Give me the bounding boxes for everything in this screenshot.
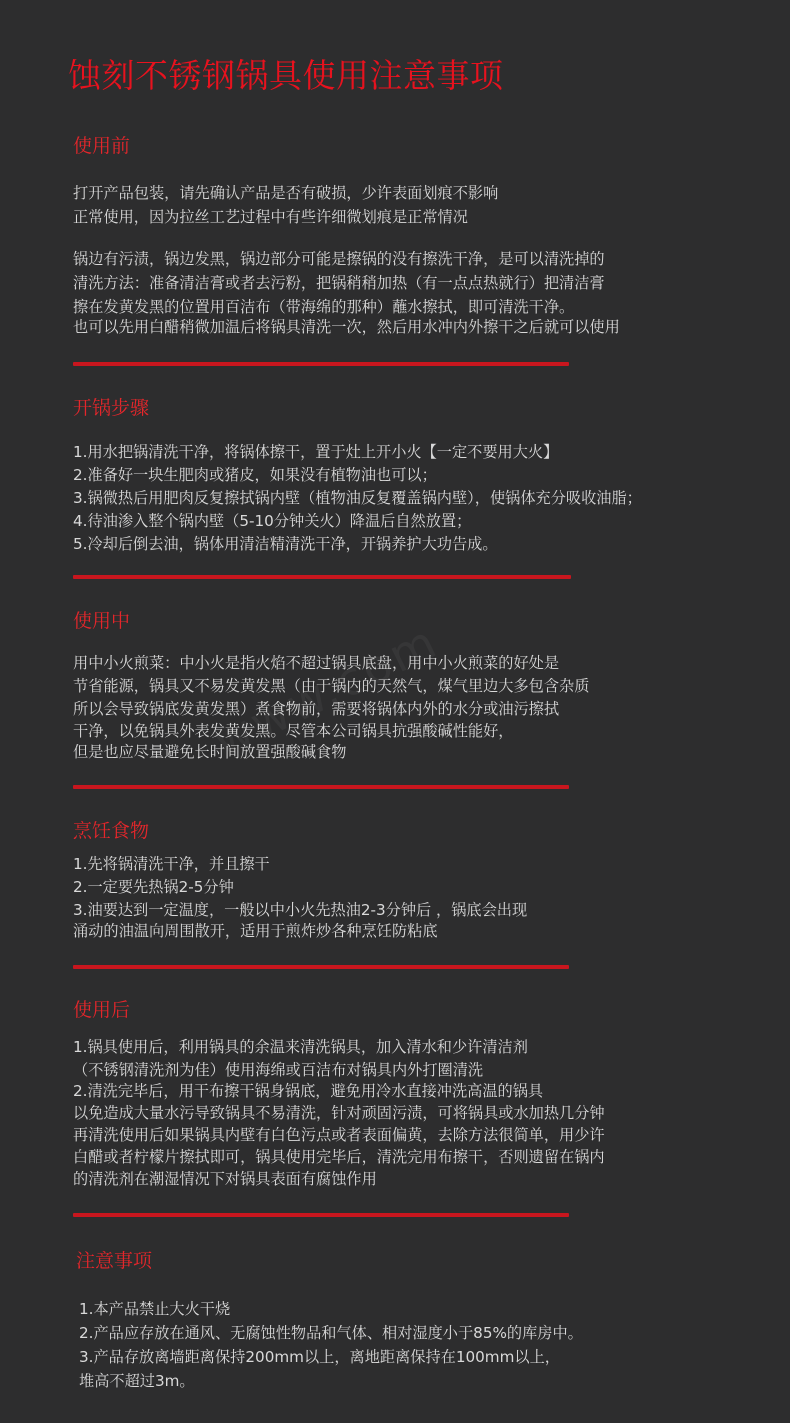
before-use-line-6: 也可以先用白醋稍微加温后将锅具清洗一次，然后用水冲内外擦干之后就可以使用 — [73, 318, 620, 336]
before-use-line-1: 打开产品包装，请先确认产品是否有破损，少许表面划痕不影响 — [73, 184, 499, 202]
section-heading-seasoning: 开锅步骤 — [73, 397, 150, 419]
section-heading-cooking: 烹饪食物 — [73, 820, 150, 842]
section-heading-after-use: 使用后 — [73, 999, 131, 1021]
after-use-line-5: 再清洗使用后如果锅具内壁有白色污点或者表面偏黄，去除方法很简单，用少许 — [73, 1126, 605, 1144]
after-use-line-2: （不锈钢清洗剂为佳）使用海绵或百洁布对锅具内外打圈清洗 — [73, 1061, 484, 1079]
section-divider — [73, 1213, 569, 1217]
before-use-line-5: 擦在发黄发黑的位置用百洁布（带海绵的那种）蘸水擦拭，即可清洗干净。 — [73, 298, 575, 316]
notes-line-2: 2.产品应存放在通风、无腐蚀性物品和气体、相对湿度小于85%的库房中。 — [79, 1324, 583, 1342]
page-title: 蚀刻不锈钢锅具使用注意事项 — [68, 56, 504, 95]
notes-line-1: 1.本产品禁止大火干烧 — [79, 1300, 231, 1318]
cooking-line-1: 1.先将锅清洗干净，并且擦干 — [73, 855, 270, 873]
before-use-line-3: 锅边有污渍，锅边发黑，锅边部分可能是擦锅的没有擦洗干净，是可以清洗掉的 — [73, 250, 605, 268]
seasoning-step-3: 3.锅微热后用肥肉反复擦拭锅内壁（植物油反复覆盖锅内壁），使锅体充分吸收油脂； — [73, 489, 642, 507]
during-use-line-5: 但是也应尽量避免长时间放置强酸碱食物 — [73, 743, 347, 761]
during-use-line-4: 干净，以免锅具外表发黄发黑。尽管本公司锅具抗强酸碱性能好， — [73, 722, 514, 740]
after-use-line-7: 的清洗剂在潮湿情况下对锅具表面有腐蚀作用 — [73, 1170, 377, 1188]
section-heading-before-use: 使用前 — [73, 135, 131, 157]
before-use-line-2: 正常使用，因为拉丝工艺过程中有些许细微划痕是正常情况 — [73, 208, 468, 226]
after-use-line-3: 2.清洗完毕后，用干布擦干锅身锅底，避免用冷水直接冲洗高温的锅具 — [73, 1082, 544, 1100]
section-divider — [73, 785, 569, 789]
seasoning-step-1: 1.用水把锅清洗干净，将锅体擦干，置于灶上开小火【一定不要用大火】 — [73, 443, 559, 461]
section-divider — [73, 575, 571, 579]
after-use-line-1: 1.锅具使用后，利用锅具的余温来清洗锅具，加入清水和少许清洁剂 — [73, 1038, 528, 1056]
during-use-line-2: 节省能源，锅具又不易发黄发黑（由于锅内的天然气，煤气里边大多包含杂质 — [73, 677, 590, 695]
before-use-line-4: 清洗方法：准备清洁膏或者去污粉，把锅稍稍加热（有一点点热就行）把清洁膏 — [73, 274, 605, 292]
seasoning-step-4: 4.待油渗入整个锅内壁（5-10分钟关火）降温后自然放置； — [73, 512, 472, 530]
during-use-line-3: 所以会导致锅底发黄发黑）煮食物前，需要将锅体内外的水分或油污擦拭 — [73, 700, 559, 718]
cooking-line-4: 涌动的油温向周围散开，适用于煎炸炒各种烹饪防粘底 — [73, 922, 438, 940]
during-use-line-1: 用中小火煎菜：中小火是指火焰不超过锅具底盘，用中小火煎菜的好处是 — [73, 654, 559, 672]
seasoning-step-5: 5.冷却后倒去油，锅体用清洁精清洗干净，开锅养护大功告成。 — [73, 535, 498, 553]
after-use-line-6: 白醋或者柠檬片擦拭即可，锅具使用完毕后，清洗完用布擦干，否则遗留在锅内 — [73, 1148, 605, 1166]
after-use-line-4: 以免造成大量水污导致锅具不易清洗，针对顽固污渍，可将锅具或水加热几分钟 — [73, 1104, 605, 1122]
cooking-line-3: 3.油要达到一定温度，一般以中小火先热油2-3分钟后 ，锅底会出现 — [73, 901, 528, 919]
section-divider — [73, 362, 569, 366]
section-heading-notes: 注意事项 — [76, 1250, 153, 1272]
section-divider — [73, 965, 569, 969]
section-heading-during-use: 使用中 — [73, 610, 131, 632]
notes-line-4: 堆高不超过3m。 — [79, 1372, 195, 1390]
cooking-line-2: 2.一定要先热锅2-5分钟 — [73, 878, 234, 896]
notes-line-3: 3.产品存放离墙距离保持200mm以上，离地距离保持在100mm以上， — [79, 1348, 560, 1366]
seasoning-step-2: 2.准备好一块生肥肉或猪皮，如果没有植物油也可以； — [73, 466, 437, 484]
